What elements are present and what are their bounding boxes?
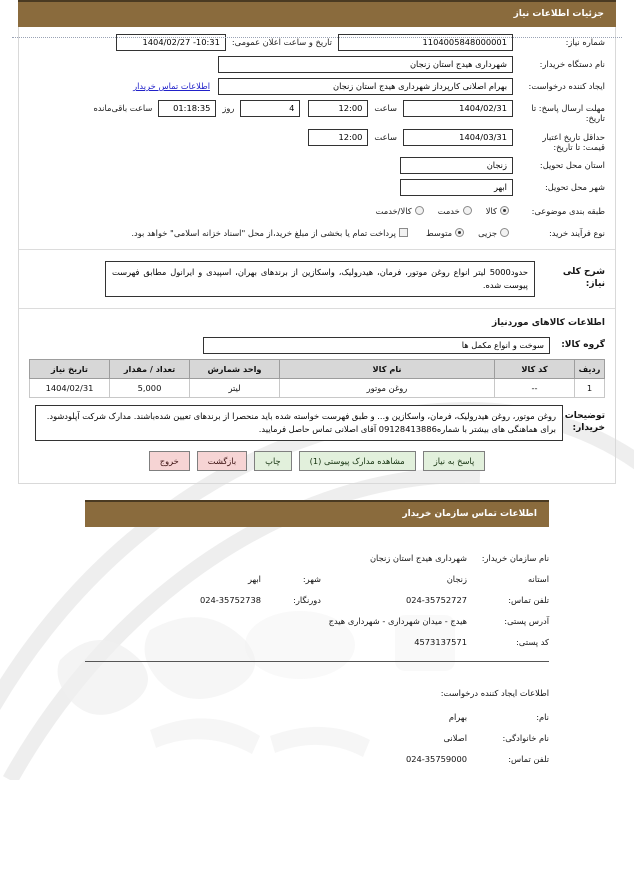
countdown-unit: ساعت باقی‌مانده <box>93 103 153 113</box>
creator-section-title: اطلاعات ایجاد کننده درخواست: <box>440 687 549 698</box>
view-attachments-button[interactable]: مشاهده مدارک پیوستی (1) <box>299 451 416 471</box>
contact-fax-value: 024-35752738 <box>199 594 261 605</box>
checkbox-icon-treasury[interactable] <box>399 228 408 237</box>
contact-address-label: آدرس پستی: <box>504 615 549 626</box>
row-process <box>29 224 605 241</box>
contact-row-address <box>85 616 549 626</box>
process-option-minor[interactable] <box>478 228 509 238</box>
remaining-days-unit: روز <box>222 103 235 113</box>
radio-icon-service[interactable] <box>463 206 472 215</box>
contact-city-value: ابهر <box>247 573 261 584</box>
top-divider <box>12 37 622 38</box>
contact-fax-label: دورنگار: <box>293 594 321 605</box>
category-option-goods[interactable] <box>486 206 509 216</box>
creator-last-name-value: اصلانی <box>443 732 467 743</box>
creator-field[interactable]: بهرام اصلانی کارپرداز شهرداری هیدج استان زنجان <box>218 78 513 95</box>
back-button[interactable]: بازگشت <box>197 451 247 471</box>
creator-first-name-value: بهرام <box>448 711 467 722</box>
radio-icon-goods-service[interactable] <box>415 206 424 215</box>
radio-icon-medium[interactable] <box>455 228 464 237</box>
city-field[interactable]: ابهر <box>400 179 513 196</box>
goods-section-title: اطلاعات کالاهای موردنیاز <box>491 318 605 329</box>
process-radio-group <box>426 228 509 238</box>
contact-info-block <box>85 553 549 764</box>
category-option-service-label: خدمت <box>437 205 460 216</box>
contact-province-value: زنجان <box>446 573 467 584</box>
exit-button[interactable]: خروج <box>149 451 190 471</box>
creator-row-last-name <box>85 733 549 743</box>
province-field[interactable]: زنجان <box>400 157 513 174</box>
announce-datetime-field[interactable]: 1404/02/27 -10:31 <box>116 34 226 51</box>
goods-table-header-row <box>30 360 605 379</box>
goods-table <box>29 359 605 398</box>
announce-datetime-label: تاریخ و ساعت اعلان عمومی: <box>231 37 332 47</box>
row-province <box>29 157 605 174</box>
contact-org-label: نام سازمان خریدار: <box>481 552 549 563</box>
category-option-goods-label: کالا <box>485 205 497 216</box>
contact-divider <box>85 661 549 662</box>
contact-phone-value: 024-35752727 <box>405 594 467 605</box>
row-creator <box>29 78 605 95</box>
goods-group-label: گروه کالا: <box>561 340 605 351</box>
creator-first-name-label: نام: <box>536 711 549 722</box>
contact-header-bar: اطلاعات تماس سازمان خریدار <box>85 500 549 527</box>
cell-unit: لیتر <box>190 379 280 398</box>
row-city <box>29 179 605 196</box>
creator-row-phone <box>85 754 549 764</box>
process-option-minor-label: جزیی <box>478 227 497 238</box>
need-number-label: شماره نیاز: <box>565 37 605 47</box>
radio-icon-goods[interactable] <box>500 206 509 215</box>
deadline-label: مهلت ارسال پاسخ: تا تاریخ: <box>531 103 605 124</box>
row-deadline <box>29 100 605 124</box>
table-row <box>30 379 605 398</box>
category-label: طبقه بندی موضوعی: <box>531 205 605 216</box>
validity-hour-label: ساعت <box>374 131 397 142</box>
cell-quantity: 5,000 <box>110 379 190 398</box>
contact-row-org <box>85 553 549 563</box>
col-need-date: تاریخ نیاز <box>30 360 110 379</box>
row-summary <box>29 261 605 297</box>
details-header-bar: جزئیات اطلاعات نیاز <box>18 0 616 27</box>
buyer-notes-label: توضیحات خریدار: <box>564 411 605 434</box>
contact-header-wrap <box>85 500 549 527</box>
contact-city-label: شهر: <box>302 573 321 584</box>
cell-need-date: 1404/02/31 <box>30 379 110 398</box>
validity-date-field[interactable]: 1404/03/31 <box>403 129 513 146</box>
row-category <box>29 202 605 219</box>
respond-to-need-button[interactable]: پاسخ به نیاز <box>423 451 486 471</box>
process-option-medium-label: متوسط <box>426 227 453 238</box>
deadline-time-field[interactable]: 12:00 <box>308 100 368 117</box>
creator-label: ایجاد کننده درخواست: <box>528 81 605 91</box>
row-buyer-notes <box>29 405 605 441</box>
cell-item-name: روغن موتور <box>280 379 495 398</box>
details-header-wrap <box>18 0 616 27</box>
contact-postal-label: کد پستی: <box>516 636 549 647</box>
buyer-org-field[interactable]: شهرداری هیدج استان زنجان <box>218 56 513 73</box>
creator-row-first-name <box>85 712 549 722</box>
buyer-org-label: نام دستگاه خریدار: <box>539 59 605 69</box>
process-label: نوع فرآیند خرید: <box>548 227 605 238</box>
summary-textbox: حدود5000 لیتر انواع روغن موتور، فرمان، هیدرولیک، واسکازین از برندهای بهران، اسپیدی و ایرانول مطابق فهرست پیوست شده. <box>105 261 535 297</box>
contact-row-postal <box>85 637 549 647</box>
remaining-days-field: 4 <box>240 100 300 117</box>
summary-section <box>19 250 615 309</box>
buyer-contact-link[interactable]: اطلاعات تماس خریدار <box>133 81 210 91</box>
deadline-hour-label: ساعت <box>374 103 397 113</box>
contact-province-label: استانه <box>527 573 549 584</box>
contact-row-phone-fax <box>85 595 549 605</box>
contact-phone-label: تلفن تماس: <box>508 594 549 605</box>
details-card <box>18 27 616 484</box>
row-validity <box>29 129 605 153</box>
row-buyer-org <box>29 56 605 73</box>
need-number-field[interactable]: 1104005848000001 <box>338 34 513 51</box>
category-option-goods-service-label: کالا/خدمت <box>375 205 412 216</box>
buyer-notes-line-2: برای هماهنگی های بیشتر با شماره09128413886 آقای اصلانی تماس حاصل فرمایید. <box>258 424 556 435</box>
row-goods-group <box>29 337 605 354</box>
process-option-medium[interactable] <box>426 228 464 238</box>
basic-info-section <box>19 27 615 250</box>
province-label: استان محل تحویل: <box>539 160 605 171</box>
action-button-bar <box>29 441 605 475</box>
validity-label: حداقل تاریخ اعتبار قیمت: تا تاریخ: <box>542 131 605 153</box>
category-option-service[interactable] <box>438 206 472 216</box>
cell-row-number: 1 <box>575 379 605 398</box>
contact-address-value: هیدج - میدان شهرداری - شهرداری هیدج <box>328 615 467 626</box>
col-quantity: تعداد / مقدار <box>110 360 190 379</box>
buyer-notes-line-1: روغن موتور، روغن هیدرولیک، فرمان، واسکازین و... و طبق فهرست خواسته شده باید منحصرا از برندهای تعیین شده‌باشند. مدارک شرکت آپلودشود. <box>46 411 556 422</box>
treasury-checkbox-label: پرداخت تمام یا بخشی از مبلغ خرید،از محل "اسناد خزانه اسلامی" خواهد بود. <box>131 227 396 238</box>
radio-icon-minor[interactable] <box>500 228 509 237</box>
creator-last-name-label: نام خانوادگی: <box>502 732 549 743</box>
deadline-date-field[interactable]: 1404/02/31 <box>403 100 513 117</box>
contact-row-province-city <box>85 574 549 584</box>
col-item-name: نام کالا <box>280 360 495 379</box>
summary-label: شرح کلی نیاز: <box>562 267 605 289</box>
countdown-field: 01:18:35 <box>158 100 216 117</box>
goods-section <box>19 309 615 483</box>
cell-item-code: -- <box>495 379 575 398</box>
contact-org-value: شهرداری هیدج استان زنجان <box>369 552 467 563</box>
city-label: شهر محل تحویل: <box>544 182 605 193</box>
col-item-code: کد کالا <box>495 360 575 379</box>
creator-phone-label: تلفن تماس: <box>508 753 549 764</box>
category-option-goods-service[interactable] <box>376 206 424 216</box>
contact-postal-value: 4573137571 <box>414 636 467 647</box>
treasury-checkbox-wrap[interactable] <box>131 228 408 238</box>
category-radio-group <box>376 206 509 216</box>
col-unit: واحد شمارش <box>190 360 280 379</box>
goods-group-field[interactable]: سوخت و انواع مکمل ها <box>203 337 550 354</box>
creator-phone-value: 024-35759000 <box>405 753 467 764</box>
col-row-number: ردیف <box>575 360 605 379</box>
validity-time-field[interactable]: 12:00 <box>308 129 368 146</box>
print-button[interactable]: چاپ <box>254 451 291 471</box>
